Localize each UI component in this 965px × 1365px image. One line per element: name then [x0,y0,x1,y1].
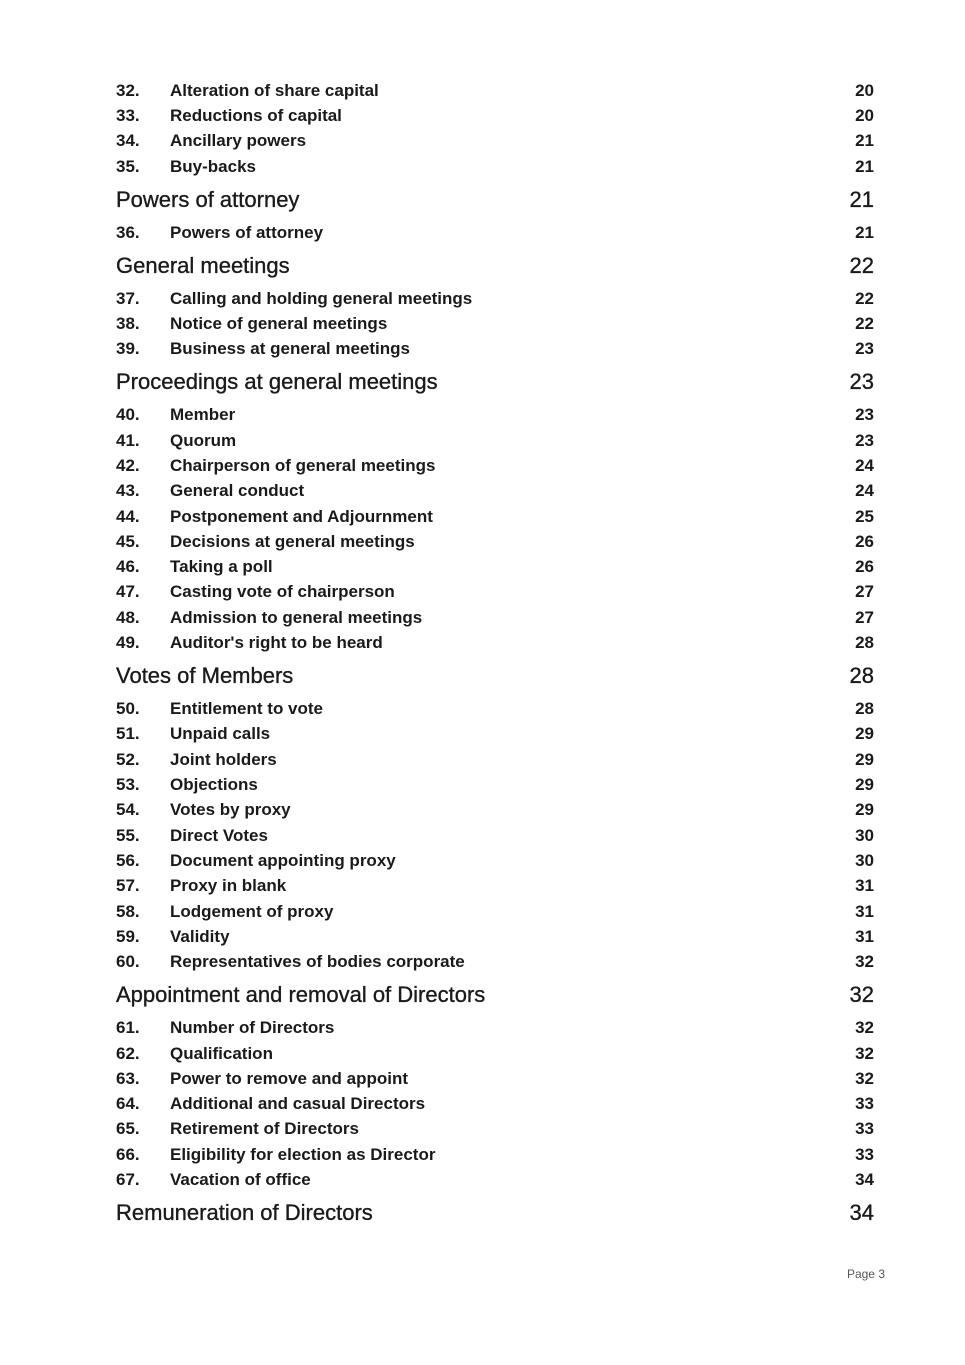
toc-entry-number: 67. [116,1170,140,1190]
toc-entry-title: Retirement of Directors [170,1119,359,1139]
toc-entry-number: 66. [116,1144,140,1164]
toc-heading-page: 32 [849,982,874,1008]
toc-entry-page: 26 [855,557,874,577]
toc-heading-page: 21 [849,186,874,212]
toc-entry-page: 29 [855,800,874,820]
toc-entry-number: 62. [116,1043,140,1063]
toc-entry-number: 58. [116,901,140,921]
toc-heading-title: Appointment and removal of Directors [116,982,486,1008]
toc-heading-page: 23 [849,369,874,395]
toc-entry-number: 39. [116,339,140,359]
toc-entry[interactable] [116,580,874,605]
toc-heading-title: Remuneration of Directors [116,1200,373,1226]
toc-entry-number: 59. [116,926,140,946]
toc-entry-page: 31 [855,901,874,921]
toc-entry[interactable] [116,697,874,722]
toc-entry-title: Taking a poll [170,557,273,577]
toc-entry-page: 21 [855,156,874,176]
toc-entry-page: 24 [855,481,874,501]
toc-entry-page: 33 [855,1119,874,1139]
toc-entry-number: 55. [116,825,140,845]
toc-entry-title: Quorum [170,430,237,450]
toc-entry-number: 45. [116,531,140,551]
toc-entry-page: 22 [855,288,874,308]
toc-entry-title: Qualification [170,1043,273,1063]
page-number: Page 3 [846,1267,885,1281]
toc-entry-number: 52. [116,749,140,769]
toc-entry[interactable] [116,1066,874,1091]
toc-entry[interactable] [116,403,874,428]
toc-entry[interactable] [116,428,874,453]
toc-entry-page: 30 [855,825,874,845]
toc-section-heading[interactable] [116,656,874,697]
toc-entry-title: Number of Directors [170,1018,335,1038]
toc-section-heading[interactable] [116,362,874,403]
toc-entry-page: 21 [855,131,874,151]
toc-entry-number: 43. [116,481,140,501]
toc-entry-page: 28 [855,633,874,653]
toc-entry-page: 32 [855,1068,874,1088]
toc-entry-page: 33 [855,1144,874,1164]
toc-entry-title: Decisions at general meetings [170,531,415,551]
toc-entry-page: 23 [855,339,874,359]
toc-section-heading[interactable] [116,1193,874,1234]
toc-entry-title: Vacation of office [170,1170,311,1190]
toc-entry-title: Entitlement to vote [170,699,324,719]
toc-entry-title: Chairperson of general meetings [170,456,436,475]
toc-entry-page: 27 [855,607,874,627]
toc-entry-page: 33 [855,1094,874,1114]
toc-entry-number: 65. [116,1119,140,1139]
toc-entry[interactable] [116,630,874,655]
toc-entry[interactable] [116,555,874,580]
toc-entry-page: 24 [855,456,874,475]
toc-entry[interactable] [116,129,874,154]
toc-entry[interactable] [116,529,874,554]
toc-entry-page: 34 [855,1170,874,1190]
toc-entry-number: 49. [116,633,140,653]
toc-entry[interactable] [116,154,874,179]
toc-entry-title: Direct Votes [170,825,268,845]
toc-entry-number: 61. [116,1018,140,1038]
toc-entry-number: 37. [116,288,140,308]
toc-entry-page: 29 [855,724,874,744]
toc-entry-number: 32. [116,80,140,100]
toc-entry[interactable] [116,1142,874,1167]
toc-entry-page: 32 [855,952,874,972]
toc-entry[interactable] [116,1117,874,1142]
toc-entry-title: Proxy in blank [170,876,287,896]
toc-section-heading[interactable] [116,179,874,220]
toc-entry-title: Lodgement of proxy [170,901,334,921]
toc-heading-page: 28 [849,663,874,689]
toc-entry-title: Alteration of share capital [170,80,379,100]
toc-entry[interactable] [116,823,874,848]
toc-entry-page: 20 [855,105,874,125]
toc-entry-page: 23 [855,430,874,450]
toc-entry[interactable] [116,899,874,924]
toc-entry-title: Document appointing proxy [170,850,396,870]
toc-entry-title: Additional and casual Directors [170,1094,426,1114]
toc-entry-number: 63. [116,1068,140,1088]
toc-entry-title: Eligibility for election as Director [170,1144,436,1164]
toc-entry-page: 23 [855,405,874,425]
toc-heading-page: 34 [849,1200,874,1226]
toc-entry[interactable] [116,1041,874,1066]
toc-entry-page: 30 [855,850,874,870]
toc-entry-title: Powers of attorney [170,222,324,242]
toc-entry-number: 40. [116,405,140,425]
toc-heading-title: Votes of Members [116,663,294,689]
toc-heading-title: Proceedings at general meetings [116,369,438,395]
toc-entry[interactable] [116,605,874,630]
toc-section-heading[interactable] [116,975,874,1016]
toc-entry-number: 35. [116,156,140,176]
toc-entry[interactable] [116,950,874,975]
toc-entry-page: 28 [855,699,874,719]
toc-entry-page: 22 [855,314,874,334]
toc-entry-number: 47. [116,582,140,602]
toc-entry-title: General conduct [170,481,305,501]
toc-entry[interactable] [116,453,874,478]
toc-entry-title: Objections [170,775,258,795]
toc-entry[interactable] [116,772,874,797]
toc-entry-number: 60. [116,952,140,972]
toc-entry-title: Representatives of bodies corporate [170,952,465,972]
toc-entry-page: 20 [855,80,874,100]
toc-entry[interactable] [116,1167,874,1192]
toc-entry-title: Buy-backs [170,156,256,176]
table-of-contents [116,78,874,1233]
toc-entry-title: Votes by proxy [170,800,291,820]
toc-entry[interactable] [116,311,874,336]
toc-entry-number: 34. [116,131,140,151]
toc-entry-number: 54. [116,800,140,820]
toc-entry[interactable] [116,747,874,772]
toc-entry[interactable] [116,479,874,504]
toc-entry-number: 38. [116,314,140,334]
toc-entry-page: 32 [855,1018,874,1038]
toc-heading-page: 22 [849,252,874,278]
toc-entry[interactable] [116,798,874,823]
toc-entry-page: 31 [855,926,874,946]
toc-entry-title: Calling and holding general meetings [170,288,473,308]
toc-entry[interactable] [116,220,874,245]
toc-entry-number: 41. [116,430,140,450]
toc-entry[interactable] [116,722,874,747]
toc-heading-title: General meetings [116,252,290,278]
toc-entry[interactable] [116,848,874,873]
toc-entry-title: Ancillary powers [170,131,307,151]
toc-entry-title: Notice of general meetings [170,314,388,334]
toc-entry-page: 25 [855,506,874,526]
toc-entry-number: 53. [116,775,140,795]
toc-entry-number: 48. [116,607,140,627]
toc-entry-title: Validity [170,926,230,946]
toc-entry-page: 26 [855,531,874,551]
toc-entry[interactable] [116,1016,874,1041]
toc-entry-title: Admission to general meetings [170,607,423,627]
toc-entry-number: 36. [116,222,140,242]
toc-entry[interactable] [116,924,874,949]
toc-entry-number: 64. [116,1094,140,1114]
toc-entry-title: Business at general meetings [170,339,410,359]
toc-entry-number: 33. [116,105,140,125]
toc-entry-page: 27 [855,582,874,602]
toc-entry-page: 29 [855,749,874,769]
toc-entry-page: 21 [855,222,874,242]
toc-entry-number: 57. [116,876,140,896]
toc-entry[interactable] [116,1091,874,1116]
toc-heading-title: Powers of attorney [116,186,300,212]
toc-entry-title: Postponement and Adjournment [170,506,433,526]
toc-entry[interactable] [116,504,874,529]
toc-entry-title: Member [170,405,236,425]
toc-entry-title: Joint holders [170,749,277,769]
toc-entry-number: 42. [116,456,140,475]
toc-section-heading[interactable] [116,245,874,286]
toc-entry-number: 51. [116,724,140,744]
toc-entry[interactable] [116,286,874,311]
toc-entry[interactable] [116,874,874,899]
toc-entry[interactable] [116,337,874,362]
toc-entry-title: Power to remove and appoint [170,1068,409,1088]
toc-entry-number: 44. [116,506,140,526]
toc-entry[interactable] [116,103,874,128]
toc-entry-title: Auditor's right to be heard [170,633,383,653]
toc-entry-title: Casting vote of chairperson [170,582,395,602]
toc-entry[interactable] [116,78,874,103]
toc-entry-page: 29 [855,775,874,795]
toc-entry-number: 46. [116,557,140,577]
toc-entry-number: 50. [116,699,140,719]
toc-entry-page: 31 [855,876,874,896]
toc-entry-page: 32 [855,1043,874,1063]
toc-entry-number: 56. [116,850,140,870]
toc-entry-title: Unpaid calls [170,724,271,744]
toc-entry-title: Reductions of capital [170,105,342,125]
